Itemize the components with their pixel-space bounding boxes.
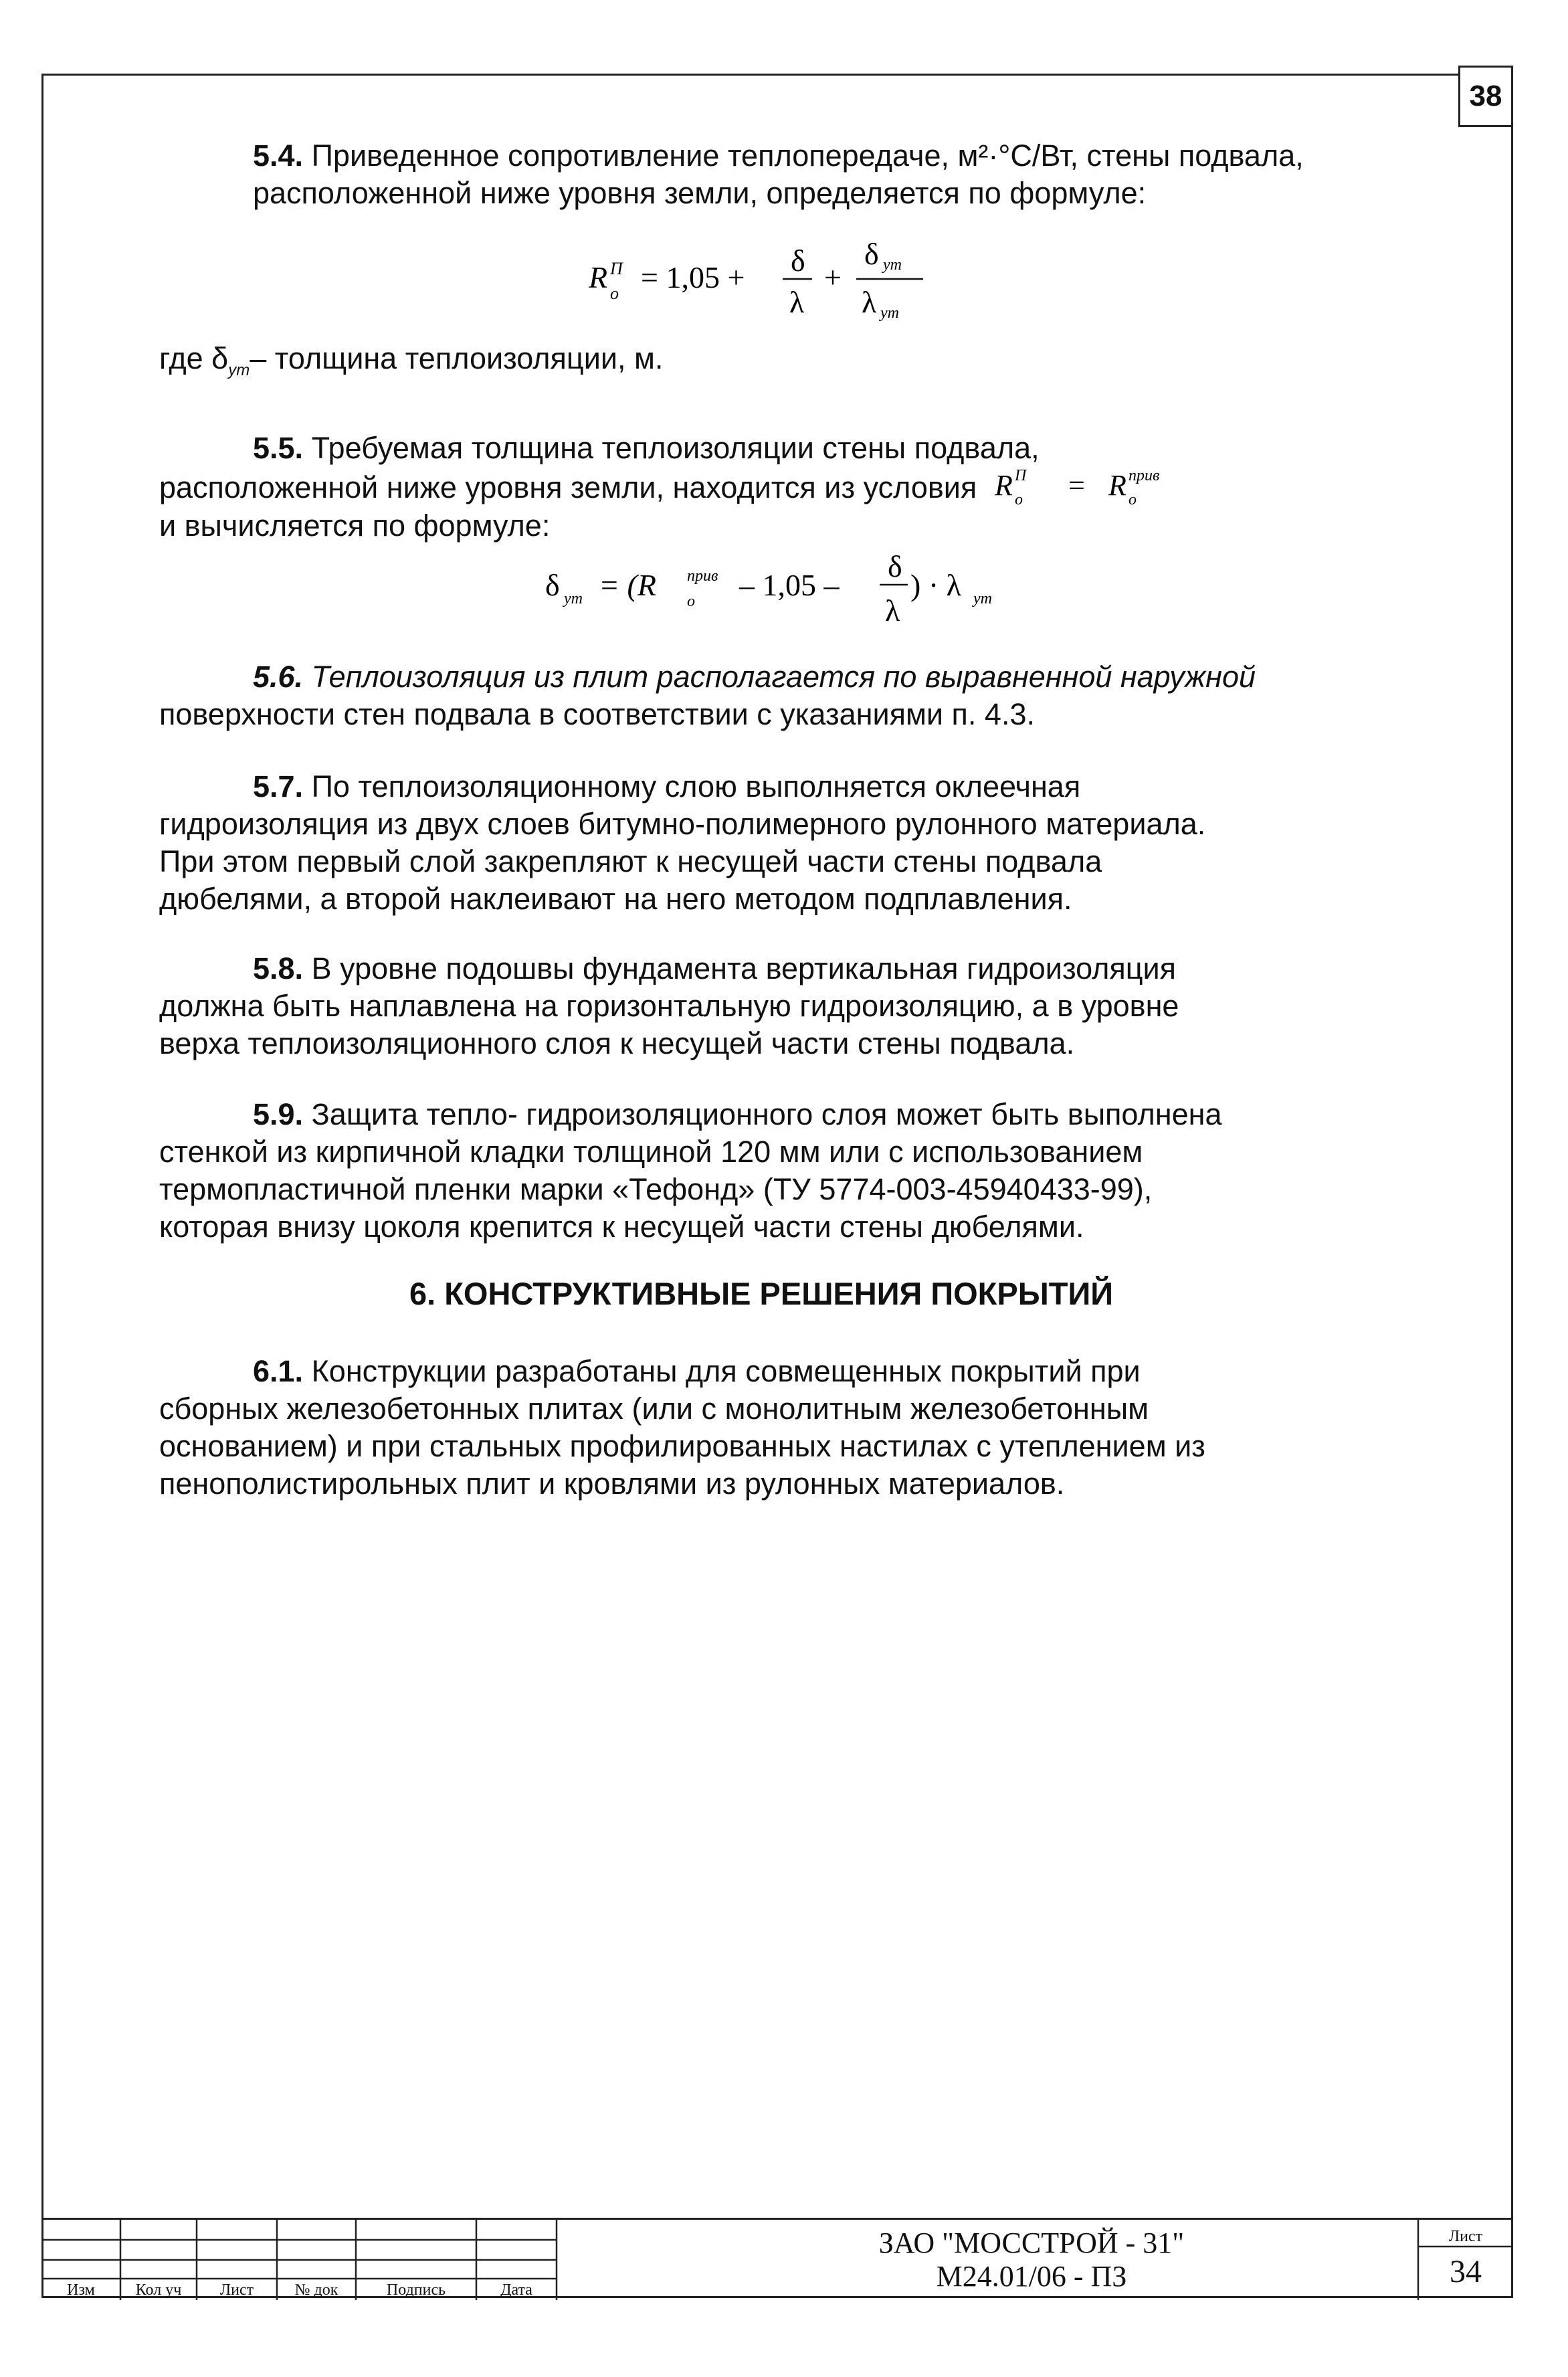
paragraph-line: Защита тепло- гидроизоляционного слоя может быть выполнена	[311, 1097, 1222, 1131]
paragraph-number: 5.4.	[253, 138, 304, 173]
cond-eq: =	[1068, 469, 1085, 502]
condition-formula	[995, 467, 1215, 507]
formula-lhs-sub: о	[610, 284, 619, 303]
document-code: М24.01/06 - ПЗ	[936, 2260, 1127, 2293]
formula-lhs: R	[589, 260, 608, 294]
paragraph-line: Конструкции разработаны для совмещенных покрытий при	[311, 1354, 1141, 1388]
stamp-label-kol: Кол уч	[135, 2281, 182, 2299]
fraction2-den-sub: ут	[880, 304, 899, 322]
paragraph-5-7	[159, 768, 1363, 918]
formula-eq: = 1,05 +	[641, 260, 745, 294]
paragraph-line: стенкой из кирпичной кладки толщиной 120 мм или с использованием	[159, 1135, 1143, 1169]
paragraph-number: 5.5.	[253, 431, 304, 465]
fraction2-den: λ	[862, 285, 877, 319]
cond-lhs-sub: о	[1014, 491, 1023, 507]
f2-r-sub: о	[687, 593, 695, 610]
f2-minus: – 1,05 –	[739, 568, 840, 602]
paragraph-5-9	[159, 1096, 1363, 1246]
stamp-label-list: Лист	[219, 2281, 254, 2299]
paragraph-line: При этом первый слой закрепляют к несущей части стены подвала	[159, 844, 1102, 878]
paragraph-5-8	[159, 950, 1363, 1062]
stamp-label-sign: Подпись	[386, 2281, 446, 2299]
cond-rhs-sub: о	[1128, 491, 1137, 507]
cond-rhs-sup: прив	[1128, 467, 1160, 484]
page-number: 38	[1458, 66, 1513, 127]
paragraph-6-1	[159, 1353, 1363, 1503]
f2-frac-den: λ	[885, 593, 900, 628]
organization-name	[730, 2226, 1333, 2293]
cond-lhs: R	[994, 469, 1013, 502]
sheet-label: Лист	[1448, 2228, 1483, 2245]
paragraph-line: гидроизоляция из двух слоев битумно-полимерного рулонного материала.	[159, 807, 1206, 841]
f2-frac-num: δ	[888, 549, 902, 583]
formula-lhs-sup: П	[610, 259, 623, 278]
paragraph-line: и вычисляется по формуле:	[159, 508, 551, 543]
paragraph-line: верха теплоизоляционного слоя к несущей части стены подвала.	[159, 1026, 1075, 1060]
paragraph-italic-text: Теплоизоляция из плит располагается по выравненной наружной	[311, 660, 1256, 694]
paragraph-5-4	[159, 137, 1363, 212]
stamp-label-izm: Изм	[67, 2281, 95, 2299]
sheet-number: 34	[1450, 2254, 1482, 2289]
fraction1-num: δ	[791, 244, 805, 278]
paragraph-number: 5.9.	[253, 1097, 304, 1131]
fraction1-den: λ	[789, 285, 805, 319]
where-line	[159, 340, 1363, 389]
formula-plus: +	[824, 260, 842, 294]
formula-thickness	[538, 542, 1047, 642]
f2-tail: ) · λ	[910, 568, 961, 602]
f2-lhs: δ	[545, 568, 560, 602]
paragraph-line: расположенной ниже уровня земли, находится из условия	[159, 470, 977, 504]
stamp-label-doc: № док	[294, 2281, 338, 2299]
paragraph-line: сборных железобетонных плитах (или с монолитным железобетонным	[159, 1392, 1149, 1426]
paragraph-line: пенополистирольных плит и кровлями из рулонных материалов.	[159, 1466, 1065, 1501]
section-heading: 6. КОНСТРУКТИВНЫЕ РЕШЕНИЯ ПОКРЫТИЙ	[409, 1276, 1114, 1311]
f2-eq: = (R	[599, 568, 656, 602]
paragraph-line: которая внизу цоколя крепится к несущей части стены дюбелями.	[159, 1210, 1084, 1244]
where-sub: ут	[228, 361, 250, 379]
cond-lhs-sup: П	[1014, 467, 1027, 484]
cond-rhs: R	[1108, 469, 1126, 502]
f2-tail-sub: ут	[973, 590, 992, 607]
f2-r-sup: прив	[687, 567, 718, 585]
paragraph-number: 5.7.	[253, 769, 304, 803]
paragraph-5-6	[159, 658, 1363, 733]
paragraph-number: 5.6.	[253, 660, 304, 694]
paragraph-text: Приведенное сопротивление теплопередаче, м²·°С/Вт, стены подвала, расположенной ниже уровня земли, определяется по формуле:	[253, 138, 1304, 210]
paragraph-line: дюбелями, а второй наклеивают на него методом подплавления.	[159, 882, 1072, 916]
paragraph-line: Требуемая толщина теплоизоляции стены подвала,	[311, 431, 1040, 465]
paragraph-line: должна быть наплавлена на горизонтальную гидроизоляцию, а в уровне	[159, 989, 1179, 1023]
paragraph-number: 6.1.	[253, 1354, 304, 1388]
where-prefix: где δ	[159, 341, 229, 375]
where-text: – толщина теплоизоляции, м.	[250, 341, 664, 375]
paragraph-line: По теплоизоляционному слою выполняется оклеечная	[311, 769, 1081, 803]
paragraph-number: 5.8.	[253, 951, 304, 985]
formula-resistance	[582, 237, 983, 338]
paragraph-line: поверхности стен подвала в соответствии с указаниями п. 4.3.	[159, 697, 1035, 731]
title-block	[41, 2218, 1513, 2300]
f2-lhs-sub: ут	[564, 590, 583, 607]
paragraph-line: термопластичной пленки марки «Тефонд» (ТУ 5774-003-45940433-99),	[159, 1172, 1153, 1206]
fraction2-num: δ	[864, 237, 879, 271]
paragraph-5-5	[159, 430, 1363, 545]
stamp-label-date: Дата	[500, 2281, 532, 2299]
fraction2-num-sub: ут	[883, 256, 902, 274]
organization-line: ЗАО "МОССТРОЙ - 31"	[878, 2226, 1185, 2259]
paragraph-line: основанием) и при стальных профилированных настилах с утеплением из	[159, 1429, 1205, 1463]
paragraph-line: В уровне подошвы фундамента вертикальная гидроизоляция	[311, 951, 1177, 985]
